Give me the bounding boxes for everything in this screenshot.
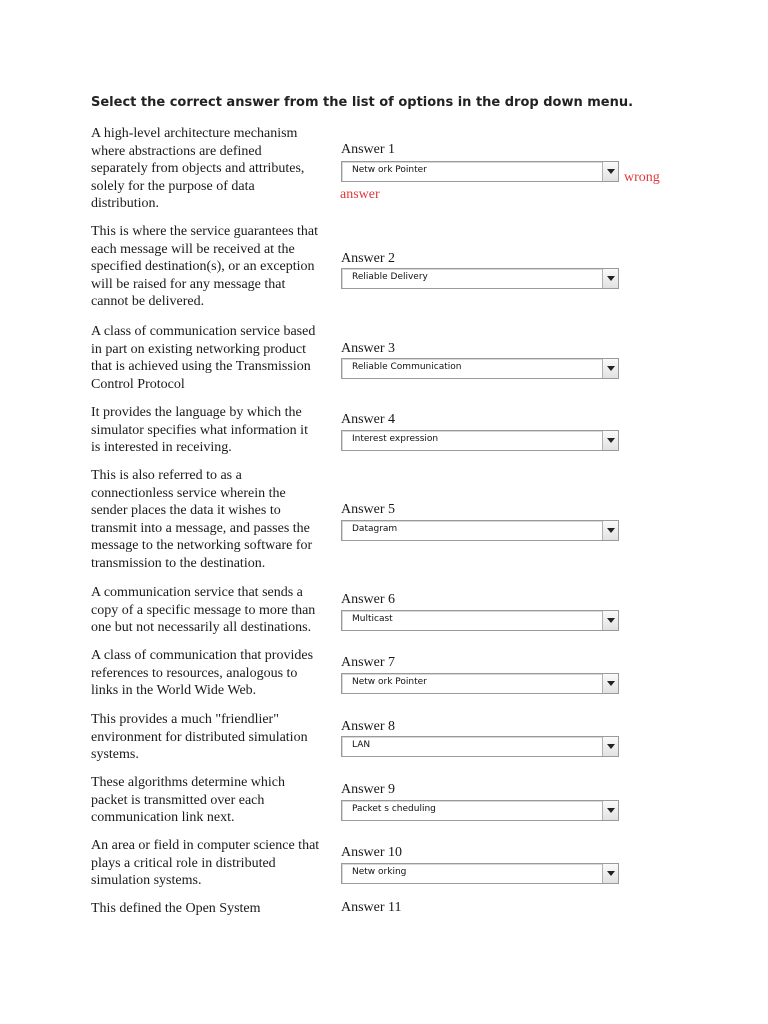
question-7-text: A class of communication that provides references to resources, analogous to links in the World Wide Web. <box>91 648 314 699</box>
answer-9-label: Answer 9 <box>341 782 396 797</box>
question-3-text: A class of communication service based in part on existing networking product that is achieved using the Transmission Control Protocol <box>91 324 316 392</box>
answer-7-label: Answer 7 <box>341 655 396 670</box>
answer-6-dropdown[interactable] <box>341 610 619 631</box>
answer-8-dropdown[interactable] <box>341 736 619 757</box>
chevron-down-icon[interactable] <box>602 674 618 693</box>
answer-6-label: Answer 6 <box>341 592 396 607</box>
answer-3-selected: Reliable Communication <box>352 362 462 372</box>
answer-5-selected: Datagram <box>352 524 398 534</box>
question-5-text: This is also referred to as a connectionless service wherein the sender places the data it wishes to transmit into a message, and passes the message to the networking software for transmission to the destination. <box>91 468 313 571</box>
chevron-down-icon[interactable] <box>602 611 618 630</box>
answer-1-label: Answer 1 <box>341 142 396 157</box>
answer-4-label: Answer 4 <box>341 412 396 427</box>
answer-2-selected: Reliable Delivery <box>352 272 428 282</box>
answer-4-dropdown[interactable] <box>341 430 619 451</box>
question-8-text: This provides a much "friendlier" environment for distributed simulation systems. <box>91 712 308 763</box>
answer-3-label: Answer 3 <box>341 341 396 356</box>
answer-8-label: Answer 8 <box>341 719 396 734</box>
answer-2-dropdown[interactable] <box>341 268 619 289</box>
answer-10-dropdown[interactable] <box>341 863 619 884</box>
chevron-down-icon[interactable] <box>602 737 618 756</box>
chevron-down-icon[interactable] <box>602 431 618 450</box>
answer-9-selected: Packet s cheduling <box>352 804 436 814</box>
answer-1-selected: Netw ork Pointer <box>352 165 427 175</box>
answer-5-dropdown[interactable] <box>341 520 619 541</box>
chevron-down-icon[interactable] <box>602 359 618 378</box>
question-9-text: These algorithms determine which packet is transmitted over each communication link next. <box>91 775 285 826</box>
answer-10-selected: Netw orking <box>352 867 407 877</box>
answer-8-selected: LAN <box>352 740 371 750</box>
question-6-text: A communication service that sends a copy of a specific message to more than one but not necessarily all destinations. <box>91 585 316 636</box>
answer-7-selected: Netw ork Pointer <box>352 677 427 687</box>
feedback-wrong: wrong <box>624 170 660 185</box>
question-11-text: This defined the Open System <box>91 901 261 916</box>
answer-4-selected: Interest expression <box>352 434 439 444</box>
question-1-text: A high-level architecture mechanism where abstractions are defined separately from objects and attributes, solely for the purpose of data distribution. <box>91 126 305 212</box>
feedback-answer: answer <box>340 187 380 202</box>
answer-6-selected: Multicast <box>352 614 393 624</box>
question-2-text: This is where the service guarantees that each message will be received at the specified destination(s), or an exception will be raised for any message that cannot be delivered. <box>91 224 319 310</box>
instruction-text: Select the correct answer from the list of options in the drop down menu. <box>91 95 634 110</box>
answer-1-dropdown[interactable] <box>341 161 619 182</box>
chevron-down-icon[interactable] <box>602 801 618 820</box>
chevron-down-icon[interactable] <box>602 864 618 883</box>
answer-11-label: Answer 11 <box>341 900 402 915</box>
answer-10-label: Answer 10 <box>341 845 403 860</box>
question-10-text: An area or field in computer science that plays a critical role in distributed simulation systems. <box>91 838 320 889</box>
chevron-down-icon[interactable] <box>602 521 618 540</box>
chevron-down-icon[interactable] <box>602 162 618 181</box>
chevron-down-icon[interactable] <box>602 269 618 288</box>
answer-2-label: Answer 2 <box>341 251 396 266</box>
answer-7-dropdown[interactable] <box>341 673 619 694</box>
answer-3-dropdown[interactable] <box>341 358 619 379</box>
answer-9-dropdown[interactable] <box>341 800 619 821</box>
answer-5-label: Answer 5 <box>341 502 396 517</box>
question-4-text: It provides the language by which the simulator specifies what information it is interested in receiving. <box>91 405 308 456</box>
